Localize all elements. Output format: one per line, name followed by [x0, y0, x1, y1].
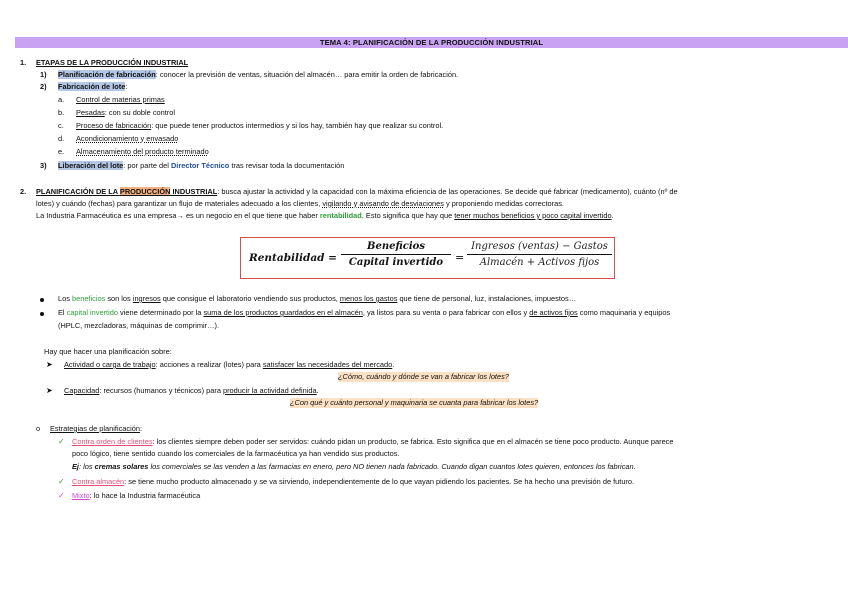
section-2-text-2b: vigilando y avisando de desviaciones [322, 199, 444, 208]
check-icon: ✓ [58, 477, 65, 486]
plan-actividad [64, 360, 394, 370]
substep-c-label: Proceso de fabricación [76, 121, 152, 130]
step-1-number: 1) [40, 70, 47, 79]
check-icon: ✓ [58, 437, 65, 446]
b1-e: que consigue el laboratorio vendiendo sus productos, [160, 294, 340, 303]
b2-c: viene determinado por la [117, 308, 204, 317]
section-1-heading: ETAPAS DE LA PRODUCCIÓN INDUSTRIAL [36, 58, 189, 67]
capacidad-question: ¿Con qué y cuánto personal y maquinaria se cuanta para fabricar los lotes? [290, 398, 539, 407]
substep-e-number: e. [58, 147, 65, 156]
step-1 [58, 70, 458, 80]
strategy-3-text: : lo hace la Industria farmacéutica [89, 491, 201, 500]
example-text-c: cremas solares [94, 462, 149, 471]
substep-b-label: Pesadas [76, 108, 105, 117]
section-2-heading-c: INDUSTRIAL [170, 187, 218, 196]
formula-denominator-1: Capital invertido [348, 257, 444, 268]
section-2-line-3 [36, 211, 614, 221]
step-3-number: 3) [40, 161, 47, 170]
step-2 [58, 82, 127, 92]
strategies-heading-line [50, 424, 142, 434]
actividad-text-c: . [392, 360, 395, 369]
bullet-icon [40, 298, 44, 302]
plan-intro: Hay que hacer una planificación sobre: [44, 347, 172, 356]
formula-equals: = [455, 251, 465, 264]
formula-fraction-2 [467, 241, 612, 268]
example-label: Ej [72, 462, 79, 471]
plan-capacidad [64, 386, 319, 396]
section-2-line-2 [36, 199, 564, 209]
check-icon: ✓ [58, 491, 65, 500]
rentabilidad-word: rentabilidad [319, 211, 362, 220]
capacidad-text-a: : recursos (humanos y técnicos) para [99, 386, 223, 395]
page-title: TEMA 4: PLANIFICACIÓN DE LA PRODUCCIÓN INDUSTRIAL [15, 37, 848, 48]
strategies-bullet: o [36, 424, 41, 433]
substep-c-text: : que puede tener productos intermedios y si los hay, también hay que realizar su control. [151, 121, 444, 130]
substep-b-text: : con su doble control [104, 108, 176, 117]
fraction-bar-1 [341, 254, 451, 255]
section-2-heading-a: PLANIFICACIÓN DE LA [36, 187, 120, 196]
b2-e: , ya listos para su venta o para fabricar con ellos y [362, 308, 530, 317]
step-3-label: Liberación del lote [58, 161, 124, 170]
section-2-text-3c: . Esto significa que hay que [361, 211, 455, 220]
section-1-number: 1. [20, 58, 27, 67]
step-2-text: : [125, 82, 128, 91]
substep-c-number: c. [58, 121, 64, 130]
arrow-bullet-icon: ➤ [46, 360, 53, 369]
capacidad-label: Capacidad [64, 386, 100, 395]
section-2-text-3d: tener muchos beneficios y poco capital invertido [454, 211, 612, 220]
actividad-question: ¿Cómo, cuándo y dónde se van a fabricar los lotes? [338, 372, 509, 381]
rentabilidad-formula [240, 237, 615, 279]
section-2-text-3a: La Industria Farmacéutica es una empresa→ es un negocio en el que tiene que haber [36, 211, 320, 220]
section-2-text-2c: y proponiendo medidas correctoras. [443, 199, 564, 208]
strategy-1-example [72, 462, 636, 472]
substep-a-number: a. [58, 95, 65, 104]
bullet-beneficios [58, 294, 576, 304]
strategy-1-line-2: poco lógico, tiene sentido cuando los comerciales de la farmacéutica ya han vendido sus productos. [72, 449, 400, 458]
step-3-text-b: tras revisar toda la documentación [229, 161, 345, 170]
step-2-number: 2) [40, 82, 47, 91]
bullet-icon [40, 312, 44, 316]
fraction-bar-2 [467, 254, 612, 255]
section-2-number: 2. [20, 187, 27, 196]
step-1-label: Planificación de fabricación [58, 70, 156, 79]
strategy-2 [72, 477, 634, 487]
beneficios-word: beneficios [71, 294, 106, 303]
bullet-capital [58, 308, 670, 318]
capacidad-text-b: producir la actividad definida [222, 386, 317, 395]
arrow-bullet-icon: ➤ [46, 386, 53, 395]
substep-d: Acondicionamiento y envasado [76, 134, 179, 143]
substep-d-number: d. [58, 134, 65, 143]
substep-b [76, 108, 175, 118]
step-3 [58, 161, 344, 171]
section-2-heading-highlight: PRODUCCIÓN [119, 187, 171, 196]
substep-e: Almacenamiento del producto terminado [76, 147, 209, 156]
formula-denominator-2: Almacén + Activos fijos [479, 257, 600, 268]
section-2-text-1: : busca ajustar la actividad y la capacidad con la máxima eficiencia de las operaciones. Se decide qué fabricar (medicamento), cuánto (nº de [217, 187, 678, 196]
b2-d: suma de los productos guardados en el almacén [203, 308, 363, 317]
actividad-label: Actividad o carga de trabajo [64, 360, 156, 369]
strategy-2-label: Contra almacén [72, 477, 125, 486]
b1-c: son los [105, 294, 133, 303]
substep-a: Control de materias primas [76, 95, 165, 104]
strategies-colon: : [139, 424, 143, 433]
strategy-1-label: Contra orden de clientes [72, 437, 153, 446]
b1-a: Los [58, 294, 72, 303]
ingresos-word: ingresos [132, 294, 161, 303]
actividad-text-a: : acciones a realizar (lotes) para [155, 360, 263, 369]
formula-numerator-2: Ingresos (ventas) − Gastos [471, 241, 608, 252]
strategy-3-label: Mixto [72, 491, 90, 500]
formula-lhs: Rentabilidad = [249, 252, 337, 264]
section-2-line-1 [36, 187, 678, 197]
strategy-2-text: : se tiene mucho producto almacenado y se va sirviendo, independientemente de lo que vayan pidiendo los pacientes. Se ha hecho una previsión de futuro. [124, 477, 635, 486]
example-text-d: los comerciales se las venden a las farmacias en enero, pero NO tienen nada fabricado. Cuando digan cuantos lotes quieren, entonces los fabrican. [148, 462, 636, 471]
b2-f: de activos fijos [529, 308, 578, 317]
formula-fraction-1 [341, 241, 451, 268]
b1-g: que tiene de personal, luz, instalaciones, impuestos… [397, 294, 577, 303]
strategy-1 [72, 437, 673, 447]
b2-g: como maquinaria y equipos [577, 308, 671, 317]
bullet-capital-line-2: (HPLC, mezcladoras, máquinas de comprimir…). [58, 321, 219, 330]
step-3-text-a: : por parte del [123, 161, 171, 170]
step-1-text: : conocer la previsión de ventas, situación del almacén… para emitir la orden de fabricación. [155, 70, 459, 79]
menos-gastos: menos los gastos [339, 294, 398, 303]
strategy-3 [72, 491, 200, 501]
section-2-text-2a: lotes) y cuándo (fechas) para garantizar un flujo de materiales adecuado a los clientes, [36, 199, 323, 208]
formula-numerator-1: Beneficios [367, 241, 425, 252]
section-2-text-3e: . [611, 211, 614, 220]
step-2-label: Fabricación de lote [58, 82, 126, 91]
strategy-1-text: : los clientes siempre deben poder ser servidos: cuándo pidan un producto, se fabrica. Esto significa que en el almacén se tiene poco producto. Aunque parece [152, 437, 674, 446]
capital-invertido-word: capital invertido [66, 308, 118, 317]
substep-b-number: b. [58, 108, 65, 117]
strategies-heading: Estrategias de planificación [50, 424, 140, 433]
capacidad-text-c: . [316, 386, 319, 395]
example-text-b: : los [78, 462, 95, 471]
substep-c [76, 121, 443, 131]
actividad-text-b: satisfacer las necesidades del mercado [262, 360, 393, 369]
b2-a: El [58, 308, 67, 317]
director-tecnico: Director Técnico [170, 161, 230, 170]
